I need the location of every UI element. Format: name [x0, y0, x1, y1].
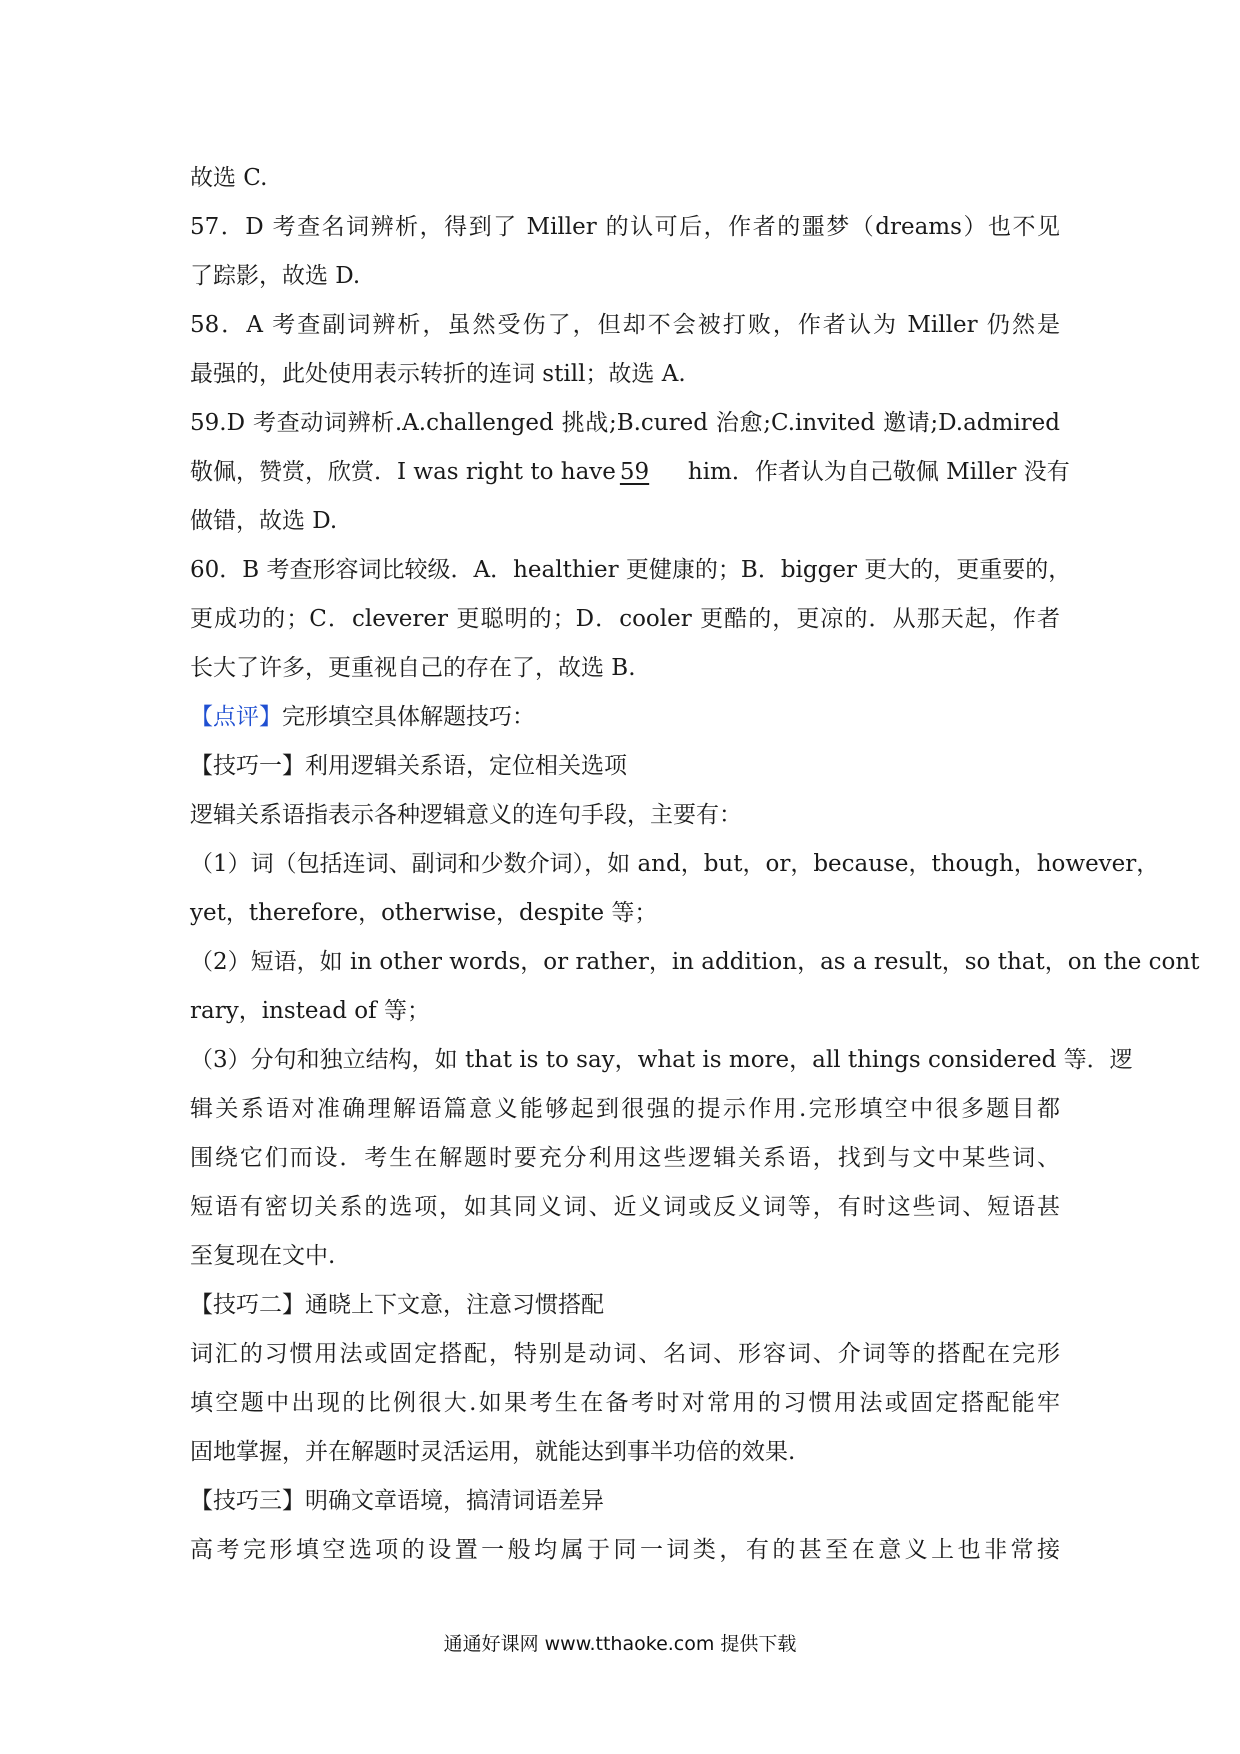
- text-line: 59.D 考查动词辨析.A.challenged 挑战;B.cured 治愈;C.invited 邀请;D.admired: [190, 410, 1060, 436]
- blank-line-after: him．作者认为自己敬佩 Miller 没有: [687, 459, 1070, 485]
- text-line: 逻辑关系语指表示各种逻辑意义的连句手段，主要有：: [190, 802, 742, 828]
- text-line: 更成功的；C．cleverer 更聪明的；D．cooler 更酷的，更凉的．从那天起，作者: [190, 606, 1060, 632]
- text-line: 填空题中出现的比例很大.如果考生在备考时对常用的习惯用法或固定搭配能牢: [190, 1390, 1060, 1416]
- text-line-with-blank: [190, 448, 1070, 497]
- section-heading: 【技巧三】明确文章语境，搞清词语差异: [190, 1488, 604, 1514]
- text-line: （1）词（包括连词、副词和少数介词），如 and，but，or，because，though，however，: [190, 851, 1160, 877]
- page-footer: 通通好课网 www.tthaoke.com 提供下载: [443, 1633, 797, 1655]
- text-line: （3）分句和独立结构，如 that is to say，what is more，all things considered 等．逻: [190, 1047, 1133, 1073]
- comment-line: [190, 693, 1060, 742]
- text-line: 短语有密切关系的选项，如其同义词、近义词或反义词等，有时这些词、短语甚: [190, 1194, 1060, 1220]
- document-body: [190, 154, 1200, 1575]
- text-line: 长大了许多，更重视自己的存在了，故选 B.: [190, 655, 636, 681]
- text-line: 固地掌握，并在解题时灵活运用，就能达到事半功倍的效果.: [190, 1439, 796, 1465]
- text-line: 做错，故选 D.: [190, 508, 338, 534]
- blank-line-before: 敬佩，赞赏，欣赏．I was right to have: [190, 459, 616, 485]
- comment-tag: 【点评】: [190, 704, 282, 730]
- comment-text: 完形填空具体解题技巧：: [282, 704, 535, 730]
- text-line: yet，therefore，otherwise，despite 等；: [190, 900, 658, 926]
- text-line: 故选 C.: [190, 165, 268, 191]
- text-line: 高考完形填空选项的设置一般均属于同一词类，有的甚至在意义上也非常接: [190, 1537, 1060, 1563]
- text-line: 60．B 考查形容词比较级．A．healthier 更健康的；B．bigger 更大的，更重要的，: [190, 557, 1072, 583]
- section-heading: 【技巧一】利用逻辑关系语，定位相关选项: [190, 753, 627, 779]
- answer-blank: 59: [619, 459, 650, 485]
- text-line: 57．D 考查名词辨析，得到了 Miller 的认可后，作者的噩梦（dreams）也不见: [190, 214, 1060, 240]
- text-line: 58．A 考查副词辨析，虽然受伤了，但却不会被打败，作者认为 Miller 仍然是: [190, 312, 1060, 338]
- text-line: （2）短语，如 in other words，or rather，in addition，as a result，so that，on the cont: [190, 949, 1200, 975]
- text-line: 辑关系语对准确理解语篇意义能够起到很强的提示作用.完形填空中很多题目都: [190, 1096, 1060, 1122]
- text-line: rary，instead of 等；: [190, 998, 430, 1024]
- section-heading: 【技巧二】通晓上下文意，注意习惯搭配: [190, 1292, 604, 1318]
- text-line: 最强的，此处使用表示转折的连词 still；故选 A.: [190, 361, 686, 387]
- text-line: 至复现在文中.: [190, 1243, 336, 1269]
- text-line: 了踪影，故选 D.: [190, 263, 361, 289]
- text-line: 围绕它们而设．考生在解题时要充分利用这些逻辑关系语，找到与文中某些词、: [190, 1145, 1060, 1171]
- text-line: 词汇的习惯用法或固定搭配，特别是动词、名词、形容词、介词等的搭配在完形: [190, 1341, 1060, 1367]
